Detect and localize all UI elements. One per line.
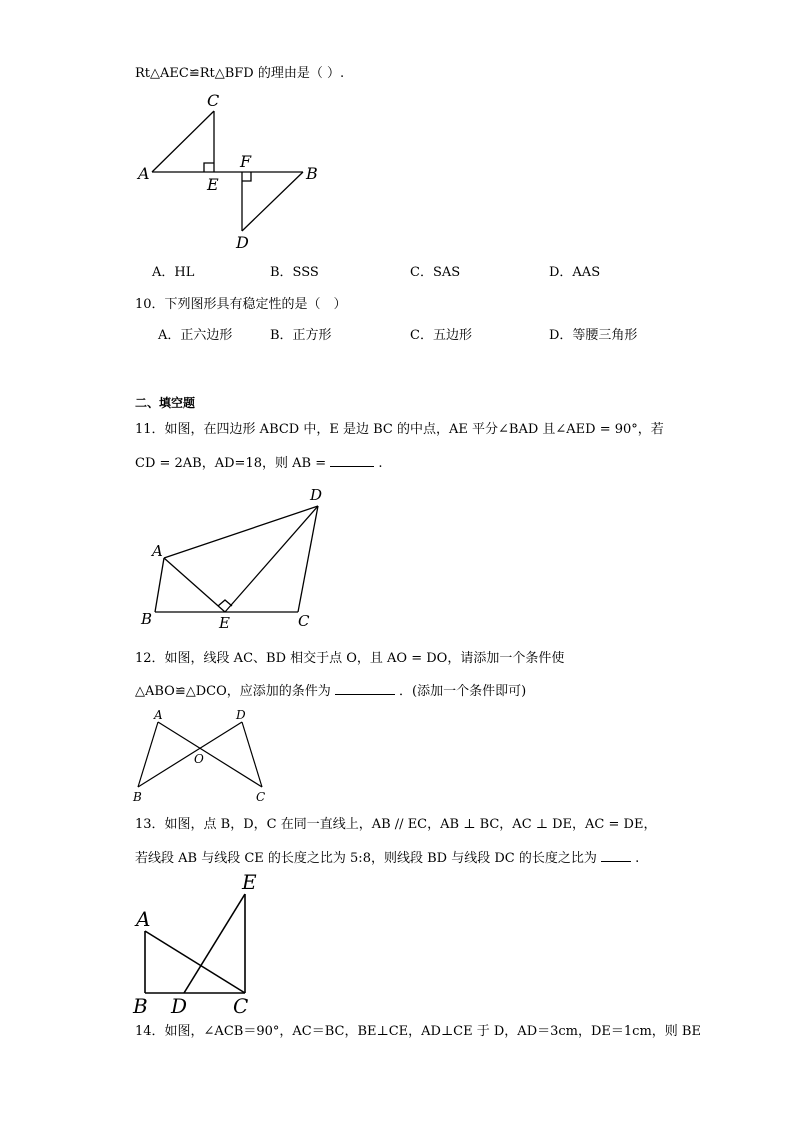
q9-option-b[interactable]: B．SSS bbox=[270, 265, 319, 280]
q10-option-d[interactable]: D．等腰三角形 bbox=[549, 328, 638, 343]
q9-option-d[interactable]: D．AAS bbox=[549, 265, 601, 280]
q13-line2-text: 若线段 AB 与线段 CE 的长度之比为 5:8，则线段 BD 与线段 DC 的长度之比为 bbox=[135, 851, 597, 866]
q9-label-B: B bbox=[306, 164, 318, 183]
q14-line1: 14．如图，∠ACB＝90°，AC＝BC，BE⊥CE，AD⊥CE 于 D，AD＝3cm，DE＝1cm，则 BE bbox=[135, 1024, 701, 1039]
q13-line1: 13．如图，点 B，D，C 在同一直线上，AB // EC，AB ⊥ BC，AC ⊥ DE，AC = DE， bbox=[135, 817, 657, 832]
q10-option-a[interactable]: A．正六边形 bbox=[158, 328, 233, 343]
q12-label-D: D bbox=[236, 708, 246, 722]
q9-label-D: D bbox=[236, 233, 249, 252]
q11-label-C: C bbox=[298, 612, 310, 630]
q12-label-O: O bbox=[194, 752, 204, 766]
q11-line2-text: CD = 2AB，AD=18，则 AB = bbox=[135, 456, 327, 471]
q11-line2-end: . bbox=[378, 456, 383, 471]
q11-label-B: B bbox=[141, 610, 153, 628]
q12-label-A: A bbox=[154, 708, 163, 722]
q12-label-C: C bbox=[256, 790, 266, 804]
q9-label-E: E bbox=[207, 175, 219, 194]
q13-label-D: D bbox=[171, 994, 188, 1018]
q12-label-B: B bbox=[133, 790, 142, 804]
q13-label-A: A bbox=[136, 907, 151, 931]
q11-label-E: E bbox=[219, 614, 230, 632]
q12-line2-text: △ABO≌△DCO，应添加的条件为 bbox=[135, 684, 331, 699]
q11-label-D: D bbox=[310, 486, 323, 504]
q9-stem: Rt△AEC≌Rt△BFD 的理由是（ ）. bbox=[135, 66, 345, 81]
q11-label-A: A bbox=[152, 542, 163, 560]
q9-option-c[interactable]: C．SAS bbox=[410, 265, 461, 280]
q10-option-b[interactable]: B．正方形 bbox=[270, 328, 332, 343]
q9-label-F: F bbox=[240, 152, 252, 171]
q13-line2-end: . bbox=[635, 851, 640, 866]
q13-line-DE bbox=[184, 894, 245, 993]
q13-line-AC bbox=[145, 931, 245, 993]
q13-label-C: C bbox=[233, 994, 249, 1018]
q12-line2-end: ．(添加一个条件即可) bbox=[399, 684, 527, 699]
q9-label-A: A bbox=[138, 164, 150, 183]
q10-option-c[interactable]: C．五边形 bbox=[410, 328, 472, 343]
q9-option-a[interactable]: A．HL bbox=[152, 265, 195, 280]
q13-label-E: E bbox=[242, 870, 257, 894]
q10-stem: 10．下列图形具有稳定性的是（ ） bbox=[135, 297, 347, 312]
q13-label-B: B bbox=[133, 994, 148, 1018]
q12-line1: 12．如图，线段 AC、BD 相交于点 O，且 AO = DO，请添加一个条件使 bbox=[135, 651, 565, 666]
section-title-fill-blank: 二、填空题 bbox=[135, 396, 196, 410]
q11-line1: 11．如图，在四边形 ABCD 中，E 是边 BC 的中点，AE 平分∠BAD 且∠AED = 90°，若 bbox=[135, 422, 664, 437]
q9-label-C: C bbox=[207, 91, 220, 110]
